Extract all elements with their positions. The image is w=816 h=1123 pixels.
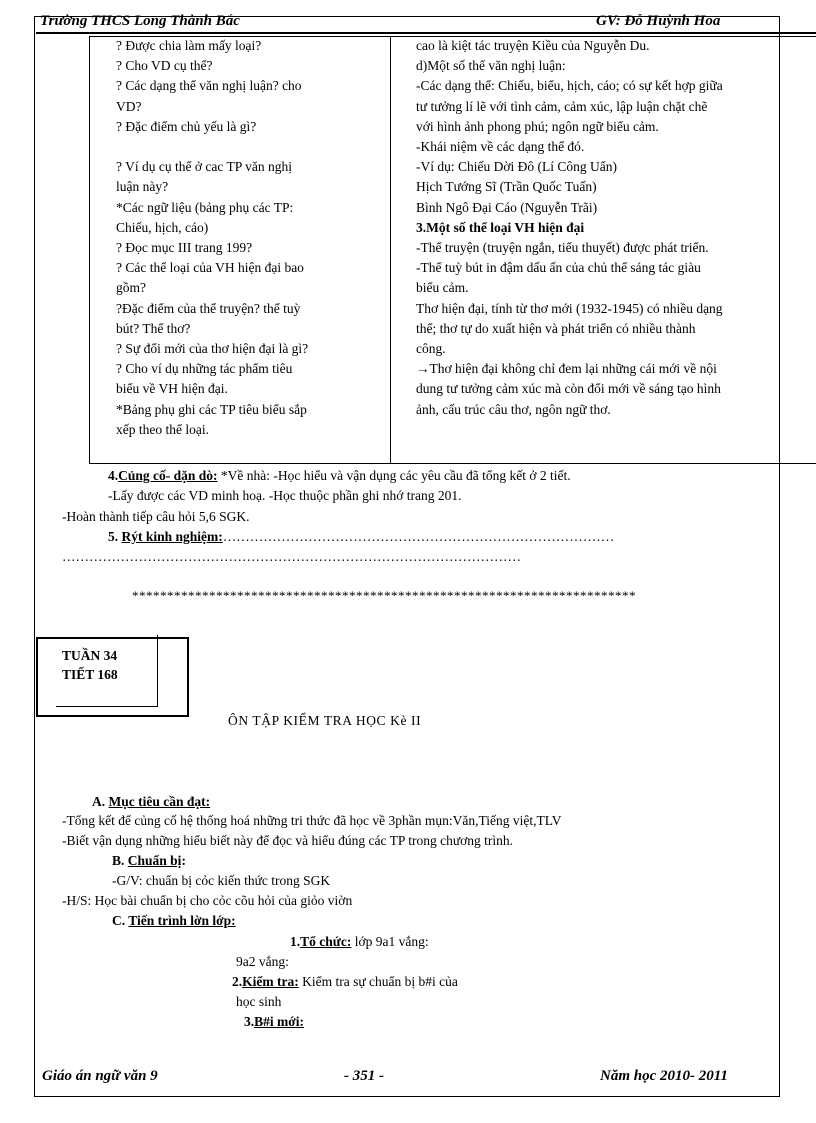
left-column-line: xếp theo thể loại.	[116, 421, 209, 437]
footer-subject: Giáo án ngữ văn 9	[42, 1068, 158, 1084]
org-line-2: 9a2 vắng:	[236, 954, 289, 969]
section-c-label: C.	[112, 913, 129, 928]
right-column-line: -Khái niệm về các dạng thể đó.	[416, 139, 585, 155]
right-column-line: cao là kiệt tác truyện Kiều của Nguyễn Du.	[416, 38, 650, 53]
consolidation-line-2: -Lấy được các VD minh hoạ. -Học thuộc phần ghi nhớ trang 201.	[108, 488, 462, 503]
org-text: lớp 9a1 vắng:	[351, 934, 429, 949]
table-left-column	[116, 36, 386, 440]
check-line-2: học sinh	[236, 994, 282, 1009]
section-a-line-2: -Biết vận dụng những hiểu biết này để đọc và hiểu đúng các TP trong chương trình.	[62, 833, 514, 848]
consolidation-title: Củng cố- dặn dò:	[118, 468, 218, 483]
left-column-line: ? Sự đổi mới của thơ hiện đại là gì?	[116, 341, 309, 357]
table-right-column	[416, 36, 816, 420]
left-column-line: bút? Thể thơ?	[116, 320, 191, 336]
left-column-line: Chiếu, hịch, cáo)	[116, 219, 209, 235]
right-column-line: →Thơ hiện đại không chỉ đem lại những cái mới về nội	[416, 361, 717, 377]
org-line	[290, 934, 429, 950]
section-b-heading	[112, 853, 186, 869]
right-column-line: biểu cảm.	[416, 280, 469, 296]
section-c-title: Tiến trình lờn lớp:	[128, 913, 236, 928]
check-num: 2.	[232, 974, 243, 989]
right-column-line: ảnh, cấu trúc câu thơ, ngôn ngữ thơ.	[416, 401, 611, 417]
check-title: Kiểm tra:	[242, 974, 299, 989]
lesson-title: ÔN TẬP KIỂM TRA HỌC Kè II	[228, 713, 422, 728]
experience-dots-2: …………………………………………………………………………………………	[62, 549, 521, 564]
lesson-number: TIẾT 168	[62, 667, 118, 682]
experience-num: 5.	[108, 529, 122, 544]
experience-dots-1: ……………………………………………………………………………	[222, 529, 615, 544]
experience-line	[108, 529, 614, 545]
experience-title: Rýt kinh nghiệm:	[121, 529, 223, 544]
left-column-line: ? Các thể loại của VH hiện đại bao	[116, 260, 304, 276]
left-column-line: biểu về VH hiện đại.	[116, 381, 228, 397]
left-column-line: luận này?	[116, 179, 169, 195]
left-column-line: *Bảng phụ ghi các TP tiêu biểu sắp	[116, 401, 307, 417]
left-column-line: ? Cho ví dụ những tác phẩm tiêu	[116, 361, 293, 377]
section-b-line-2: -H/S: Học bài chuẩn bị cho cỏc cõu hỏi của giỏo viờn	[62, 893, 353, 908]
consolidation-text-1: *Về nhà: -Học hiểu và vận dụng các yêu cầu đã tổng kết ở 2 tiết.	[217, 468, 571, 483]
left-column-line: ?Đặc điểm của thể truyện? thể tuỳ	[116, 300, 301, 316]
left-column-line: gồm?	[116, 280, 146, 296]
right-column-line: Bình Ngô Đại Cáo (Nguyễn Trãi)	[416, 199, 598, 215]
right-column-line: 3.Một số thể loại VH hiện đại	[416, 219, 585, 235]
left-column-line: VD?	[116, 98, 142, 114]
section-a-title: Mục tiêu cần đạt:	[108, 794, 211, 809]
section-b-label: B.	[112, 853, 128, 868]
section-a-label: A.	[92, 794, 109, 809]
left-column-line: ? Đặc điểm chủ yếu là gì?	[116, 118, 257, 134]
section-b-colon: :	[181, 853, 186, 868]
consolidation-line-1	[108, 468, 571, 484]
table-column-divider	[390, 36, 391, 464]
right-column-line: tư tưởng lí lẽ với tình cảm, cảm xúc, lập luận chặt chẽ	[416, 98, 708, 114]
week-number: TUẦN 34	[62, 648, 118, 663]
right-column-line: -Ví dụ: Chiếu Dời Đô (Lí Công Uẩn)	[416, 159, 617, 175]
section-b-line-1: -G/V: chuẩn bị cỏc kiến thức trong SGK	[112, 873, 331, 888]
right-column-line: thể; thơ tự do xuất hiện và phát triển có nhiều thành	[416, 320, 696, 336]
footer-school-year: Năm học 2010- 2011	[600, 1068, 728, 1084]
org-title: Tổ chức:	[300, 934, 352, 949]
left-column-line: ? Các dạng thể văn nghị luận? cho	[116, 78, 302, 94]
left-column-line: ? Được chia làm mấy loại?	[116, 38, 262, 53]
right-column-line: -Thể truyện (truyện ngắn, tiểu thuyết) được phát triển.	[416, 240, 709, 256]
section-b-title: Chuẩn bị	[127, 853, 182, 868]
left-column-line: *Các ngữ liệu (bảng phụ các TP:	[116, 199, 294, 215]
left-column-line: ? Ví dụ cụ thể ở cac TP văn nghị	[116, 159, 292, 175]
separator-stars: ************************************************************************	[132, 588, 636, 603]
section-c-heading	[112, 913, 236, 929]
right-column-line: Thơ hiện đại, tính từ thơ mới (1932-1945) có nhiều dạng	[416, 300, 723, 316]
consolidation-num: 4.	[108, 468, 119, 483]
consolidation-line-3: -Hoàn thành tiếp câu hỏi 5,6 SGK.	[62, 509, 250, 524]
left-column-line: ? Đọc mục III trang 199?	[116, 240, 253, 256]
section-a-heading	[92, 794, 210, 810]
left-column-line: ? Cho VD cụ thể?	[116, 58, 213, 74]
left-column-line	[116, 137, 386, 157]
right-column-line: với hình ảnh phong phú; ngôn ngữ biểu cảm.	[416, 118, 659, 134]
header-school: Trường THCS Long Thành Bắc	[40, 13, 240, 29]
org-num: 1.	[290, 934, 301, 949]
right-column-line: -Thể tuỳ bút in đậm dấu ấn của chủ thể sáng tác giàu	[416, 260, 701, 276]
check-text: Kiểm tra sự chuẩn bị b#i của	[298, 974, 458, 989]
footer-page-number: - 351 -	[344, 1068, 384, 1084]
new-lesson-num: 3.	[244, 1014, 255, 1029]
right-column-line: -Các dạng thể: Chiếu, biểu, hịch, cáo; có sự kết hợp giữa	[416, 78, 723, 94]
header-teacher: GV: Đỗ Huỳnh Hoa	[596, 13, 721, 29]
new-lesson-title: B#i mới:	[254, 1014, 304, 1029]
check-line	[232, 974, 458, 990]
right-column-line: Hịch Tướng Sĩ (Trần Quốc Tuấn)	[416, 179, 597, 195]
right-column-line: dung tư tưởng cảm xúc mà còn đổi mới về sáng tạo hình	[416, 381, 721, 397]
section-a-line-1: -Tổng kết để củng cố hệ thống hoá những tri thức đã học về 3phần mụn:Văn,Tiếng việt,TLV	[62, 813, 562, 828]
right-column-line: d)Một số thể văn nghị luận:	[416, 58, 566, 74]
right-column-line: công.	[416, 341, 446, 357]
new-lesson-line	[244, 1014, 304, 1030]
